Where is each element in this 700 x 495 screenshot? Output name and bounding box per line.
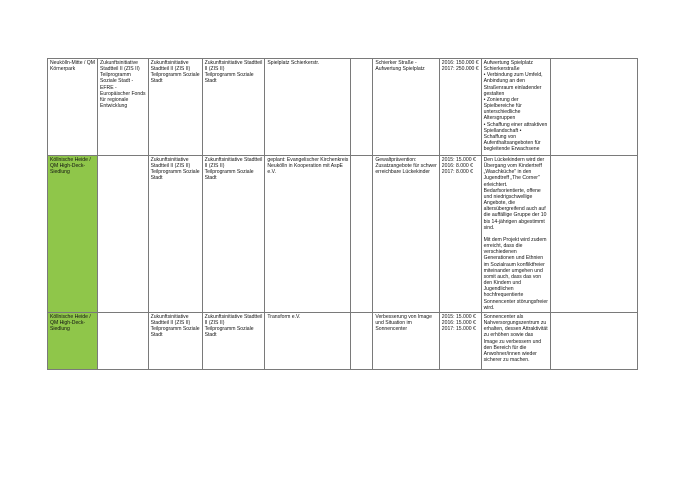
cell-text-line: Zukunftsinitiative Stadtteil xyxy=(204,60,263,66)
cell-text-line: im Sozialraum konfliktfreier xyxy=(483,261,545,268)
cell-text-line: Schierkerstraße xyxy=(483,66,520,73)
cell-text-line: Stadtteil II (ZIS II) xyxy=(150,66,191,73)
cell-text-line: altersübergreifend auch auf xyxy=(483,206,546,213)
cell-text-line: Europäischer Fonds xyxy=(100,90,146,97)
table-row xyxy=(48,312,638,369)
money-cell xyxy=(439,156,481,313)
cell-text-line: Stadt xyxy=(204,175,217,182)
cell-text-line: somit auch, dass das von xyxy=(483,273,542,280)
project-cell xyxy=(265,156,351,313)
cell-text-line: Schaffung von xyxy=(483,133,517,140)
cell-text-line: geplant: Evangelischer Kirchenkreis xyxy=(267,157,349,163)
cell-text-line: II (ZIS II) xyxy=(204,320,225,327)
cell-text-line: Aufwertung Spielplatz xyxy=(375,66,425,73)
program-cell xyxy=(98,156,149,313)
cell-text-line: begleitende Erwachsene xyxy=(483,146,540,153)
cell-text-line: Teilprogramm Soziale xyxy=(150,169,200,176)
cell-text-line: gestalten xyxy=(483,90,505,97)
cell-text-line: Siedlung xyxy=(50,326,70,333)
money-cell xyxy=(439,312,481,369)
funding-projects-table xyxy=(47,58,638,370)
funding-cell xyxy=(202,59,265,156)
cell-text-line: für regionale xyxy=(100,96,129,103)
cell-text-line: Zusatzangebote für schwer xyxy=(375,163,437,170)
cell-text-line: Jugendtreff „The Corner" xyxy=(483,175,540,182)
cell-text-line: Anwohner/innen wieder xyxy=(483,350,537,357)
cell-text-line: Stadt xyxy=(204,332,217,339)
cell-text-line: Zukunftsinitiative Stadtteil xyxy=(204,157,263,163)
table-row xyxy=(48,156,638,313)
cell-text-line: Siedlung xyxy=(50,169,70,176)
cell-text-line: Sonnencenter als xyxy=(483,313,524,320)
title-cell xyxy=(373,156,439,313)
cell-text-line: Stadt xyxy=(204,78,217,85)
cell-text-line: Spielplatz Schierkerstr. xyxy=(267,60,320,66)
cell-text-line: Altersgruppen xyxy=(483,115,516,122)
project-cell xyxy=(265,312,351,369)
cell-text-line: EFRE - xyxy=(100,84,117,91)
table-row xyxy=(48,59,638,156)
cell-text-line: Aufwertung Spielplatz xyxy=(483,60,533,66)
cell-text-line: Angebote, die xyxy=(483,200,516,207)
cell-text-line: Köllnische Heide / xyxy=(50,313,91,320)
funding-cell xyxy=(202,156,265,313)
cell-text-line: Stadt xyxy=(150,175,163,182)
description-cell xyxy=(481,59,550,156)
cell-text-line: Spiellandschaft • xyxy=(483,127,522,134)
cell-text-line: erhalten, dessen Attraktivität xyxy=(483,326,548,333)
cell-text-line: II (ZIS II) xyxy=(204,163,225,170)
cell-text-line: wird. xyxy=(483,304,495,311)
cell-text-line: erreicht, dass die xyxy=(483,243,523,250)
cell-text-line: QM High-Deck- xyxy=(50,320,86,327)
funding-cell xyxy=(202,312,265,369)
area-cell xyxy=(48,312,98,369)
area-cell xyxy=(48,156,98,313)
cell-text-line: Anbindung an den xyxy=(483,78,525,85)
cell-text-line: Verbesserung von Image xyxy=(375,313,432,320)
cell-text-line: Den Lückekindern wird der xyxy=(483,157,545,163)
cell-text-line: den Kindern und xyxy=(483,280,522,287)
cell-text-line: Entwicklung xyxy=(100,103,128,110)
cell-text-line: Zukunftsinitiative xyxy=(150,60,189,66)
cell-text-line: verschiedenen xyxy=(483,249,517,256)
cell-text-line: Bedarfsorientierte, offene xyxy=(483,187,541,194)
cell-text-line: • Verbindung zum Umfeld, xyxy=(483,72,543,79)
cell-text-line: Teilprogramm Soziale xyxy=(150,326,200,333)
cell-text-line: die auffällige Gruppe der 10 xyxy=(483,212,547,219)
cell-text-line: 2015: 15.000 € xyxy=(441,313,476,320)
cell-text-line: Teilprogramm xyxy=(100,72,131,79)
cell-text-line: Stadtteil II (ZIS II) xyxy=(150,163,191,170)
cell-text-line: Teilprogramm Soziale xyxy=(204,169,254,176)
program-cell xyxy=(98,312,149,369)
money-cell xyxy=(439,59,481,156)
cell-text-line: Neukölln-Mitte / QM xyxy=(50,60,96,66)
project-cell xyxy=(265,59,351,156)
cell-text-line: 2017: 8.000 € xyxy=(441,169,473,176)
cell-text-line: e.V. xyxy=(267,169,276,176)
funding-cell xyxy=(148,312,202,369)
cell-text-line: Teilprogramm Soziale xyxy=(204,72,254,79)
cell-text-line: sind. xyxy=(483,224,495,231)
cell-text-line: Gewaltprävention: xyxy=(375,157,417,163)
cell-text-line: Übergang vom Kindertreff xyxy=(483,163,542,170)
cell-text-line: Köllnische Heide / xyxy=(50,157,91,163)
funding-cell xyxy=(148,156,202,313)
cell-text-line: 2017: 15.000 € xyxy=(441,326,476,333)
cell-text-line: QM High-Deck- xyxy=(50,163,86,170)
empty-cell xyxy=(550,312,637,369)
cell-text-line: Nahversorgungszentrum zu xyxy=(483,320,547,327)
cell-text-line: Körnerpark xyxy=(50,66,76,73)
cell-text-line: 2017: 250.000 € xyxy=(441,66,479,73)
cell-text-line: Sonnencenter störungsfreier xyxy=(483,298,548,305)
empty-cell xyxy=(351,59,373,156)
funding-cell xyxy=(148,59,202,156)
cell-text-line: bis 14-jährigen abgestimmt xyxy=(483,218,545,225)
cell-text-line: Schierker Straße - xyxy=(375,60,417,66)
cell-text-line: Zukunftsinitiative xyxy=(150,313,189,320)
title-cell xyxy=(373,59,439,156)
cell-text-line: zu erhöhen sowie das xyxy=(483,332,534,339)
empty-cell xyxy=(550,156,637,313)
cell-text-line: 2016: 15.000 € xyxy=(441,320,476,327)
cell-text-line: Aufenthaltsangeboten für xyxy=(483,140,541,147)
cell-text-line: Neukölln in Kooperation mit AspE xyxy=(267,163,343,170)
cell-text-line: 2016: 150.000 € xyxy=(441,60,479,66)
cell-text-line: II (ZIS II) xyxy=(204,66,225,73)
cell-text-line: und Situation im xyxy=(375,320,412,327)
cell-text-line: 2016: 8.000 € xyxy=(441,163,473,170)
description-cell xyxy=(481,312,550,369)
cell-text-line: • Zonierung der xyxy=(483,96,519,103)
cell-text-line: Zukunftsinitiative Stadtteil xyxy=(204,313,263,320)
cell-text-line: Soziale Stadt - xyxy=(100,78,134,85)
cell-text-line: Stadt xyxy=(150,332,163,339)
title-cell xyxy=(373,312,439,369)
cell-text-line: 2015: 15.000 € xyxy=(441,157,476,163)
cell-text-line: erleichtert. xyxy=(483,181,508,188)
cell-text-line: Sonnencenter xyxy=(375,326,408,333)
cell-text-line: Jugendlichen xyxy=(483,286,514,293)
cell-text-line: Stadtteil II (ZIS II) xyxy=(100,66,140,73)
area-cell xyxy=(48,59,98,156)
cell-text-line: „Waschküche" in den xyxy=(483,169,532,176)
program-cell xyxy=(98,59,149,156)
cell-text-line: Zukunftsinitiative xyxy=(100,60,138,66)
cell-text-line: Mit dem Projekt wird zudem xyxy=(483,237,547,244)
empty-cell xyxy=(351,312,373,369)
cell-text-line: Straßenraum einladender xyxy=(483,84,542,91)
cell-text-line: Generationen und Ethnien xyxy=(483,255,544,262)
empty-cell xyxy=(550,59,637,156)
cell-text-line: unterschiedliche xyxy=(483,109,521,116)
cell-text-line: Stadt xyxy=(150,78,163,85)
empty-cell xyxy=(351,156,373,313)
cell-text-line: Stadtteil II (ZIS II) xyxy=(150,320,191,327)
cell-text-line: Spielbereiche für xyxy=(483,103,522,110)
cell-text-line: • Schaffung einer attraktiven xyxy=(483,121,548,128)
cell-text-line: Zukunftsinitiative xyxy=(150,157,189,163)
cell-text-line: und niedrigschwellige xyxy=(483,193,533,200)
cell-text-line: hochfrequentierte xyxy=(483,292,524,299)
cell-text-line: Image zu verbessern und xyxy=(483,338,542,345)
cell-text-line: miteinander umgehen und xyxy=(483,267,543,274)
cell-text-line: Transform e.V. xyxy=(267,313,301,320)
cell-text-line: Teilprogramm Soziale xyxy=(204,326,254,333)
description-cell xyxy=(481,156,550,313)
cell-text-line: Teilprogramm Soziale xyxy=(150,72,200,79)
cell-text-line: erreichbare Lückekinder xyxy=(375,169,430,176)
cell-text-line: den Bereich für die xyxy=(483,344,527,351)
cell-text-line: sicherer zu machen. xyxy=(483,356,530,363)
